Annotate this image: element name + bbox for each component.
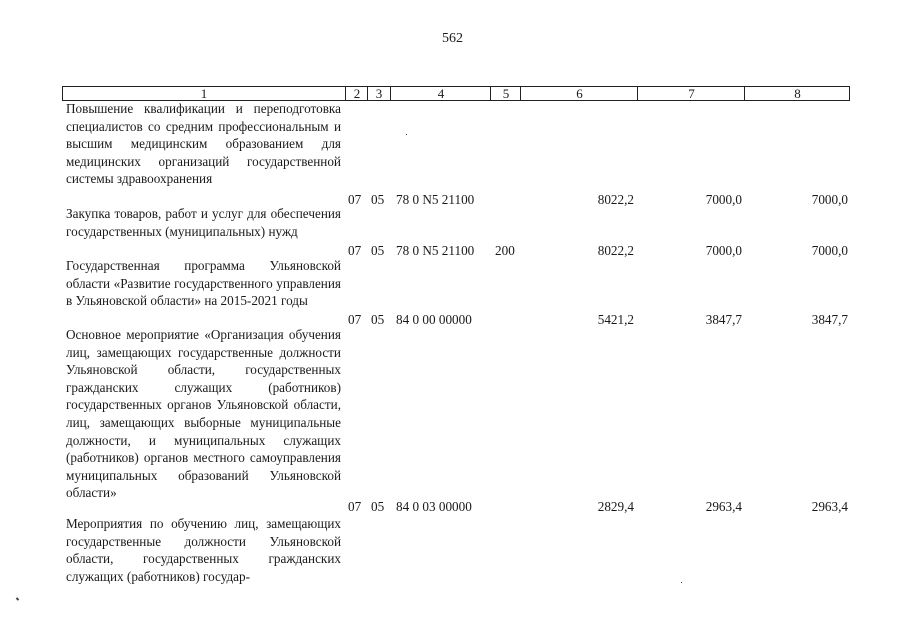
- row-description: Закупка товаров, работ и услуг для обеспечения государственных (муниципальных) нужд: [66, 206, 341, 239]
- row-target-article: 84 0 03 00000: [396, 499, 472, 514]
- header-cell-2: 2: [345, 87, 368, 100]
- row-section: 07: [348, 499, 362, 514]
- row-amount-col8: 7000,0: [811, 192, 848, 207]
- header-cell-6: 6: [520, 87, 638, 100]
- row-amount-col8: 7000,0: [811, 243, 848, 258]
- table-header-row: [62, 86, 850, 101]
- row-section: 07: [348, 243, 362, 258]
- header-cell-5: 5: [490, 87, 521, 100]
- row-amount-col8: 3847,7: [811, 312, 848, 327]
- row-amount-col7: 2963,4: [705, 499, 742, 514]
- row-target-article: 84 0 00 00000: [396, 312, 472, 327]
- header-cell-7: 7: [637, 87, 745, 100]
- row-amount-col6: 8022,2: [597, 243, 634, 258]
- row-amount-col7: 3847,7: [705, 312, 742, 327]
- row-target-article: 78 0 N5 21100: [396, 192, 475, 207]
- header-cell-4: 4: [390, 87, 491, 100]
- row-expense-type: 200: [495, 243, 515, 258]
- row-subsection: 05: [371, 499, 385, 514]
- row-amount-col7: 7000,0: [705, 192, 742, 207]
- row-description: Мероприятия по обучению лиц, замещающих государственные должности Ульяновской области, государственных гражданских служащих (работников) государ-: [66, 516, 341, 584]
- row-amount-col8: 2963,4: [811, 499, 848, 514]
- row-description: Основное мероприятие «Организация обучения лиц, замещающих государственные должности Ульяновской области, государственных гражданских служащих (работников) государственных органов Ульяновской области, лиц, замещающих выборные муниципальные должности, и муниципальных служащих (работников) органов местного самоуправления муниципальных образований Ульяновской области»: [66, 327, 341, 501]
- row-section: 07: [348, 192, 362, 207]
- header-cell-8: 8: [744, 87, 850, 100]
- header-cell-1: 1: [200, 86, 208, 101]
- page-number: 562: [442, 31, 463, 46]
- row-description: Государственная программа Ульяновской области «Развитие государственного управления в Ульяновской области» на 2015-2021 годы: [66, 258, 341, 309]
- row-amount-col6: 5421,2: [597, 312, 634, 327]
- row-amount-col6: 8022,2: [597, 192, 634, 207]
- scan-speck: [406, 134, 407, 135]
- row-subsection: 05: [371, 192, 385, 207]
- row-amount-col6: 2829,4: [597, 499, 634, 514]
- row-amount-col7: 7000,0: [705, 243, 742, 258]
- header-cell-3: 3: [367, 87, 390, 100]
- row-target-article: 78 0 N5 21100: [396, 243, 475, 258]
- row-description: Повышение квалификации и переподготовка специалистов со средним профессиональным и высшим медицинским образованием для медицинских организаций государственной системы здравоохранения: [66, 101, 341, 187]
- row-section: 07: [348, 312, 362, 327]
- row-subsection: 05: [371, 243, 385, 258]
- scan-speck: [681, 582, 682, 583]
- row-subsection: 05: [371, 312, 385, 327]
- scan-speck: [16, 597, 20, 601]
